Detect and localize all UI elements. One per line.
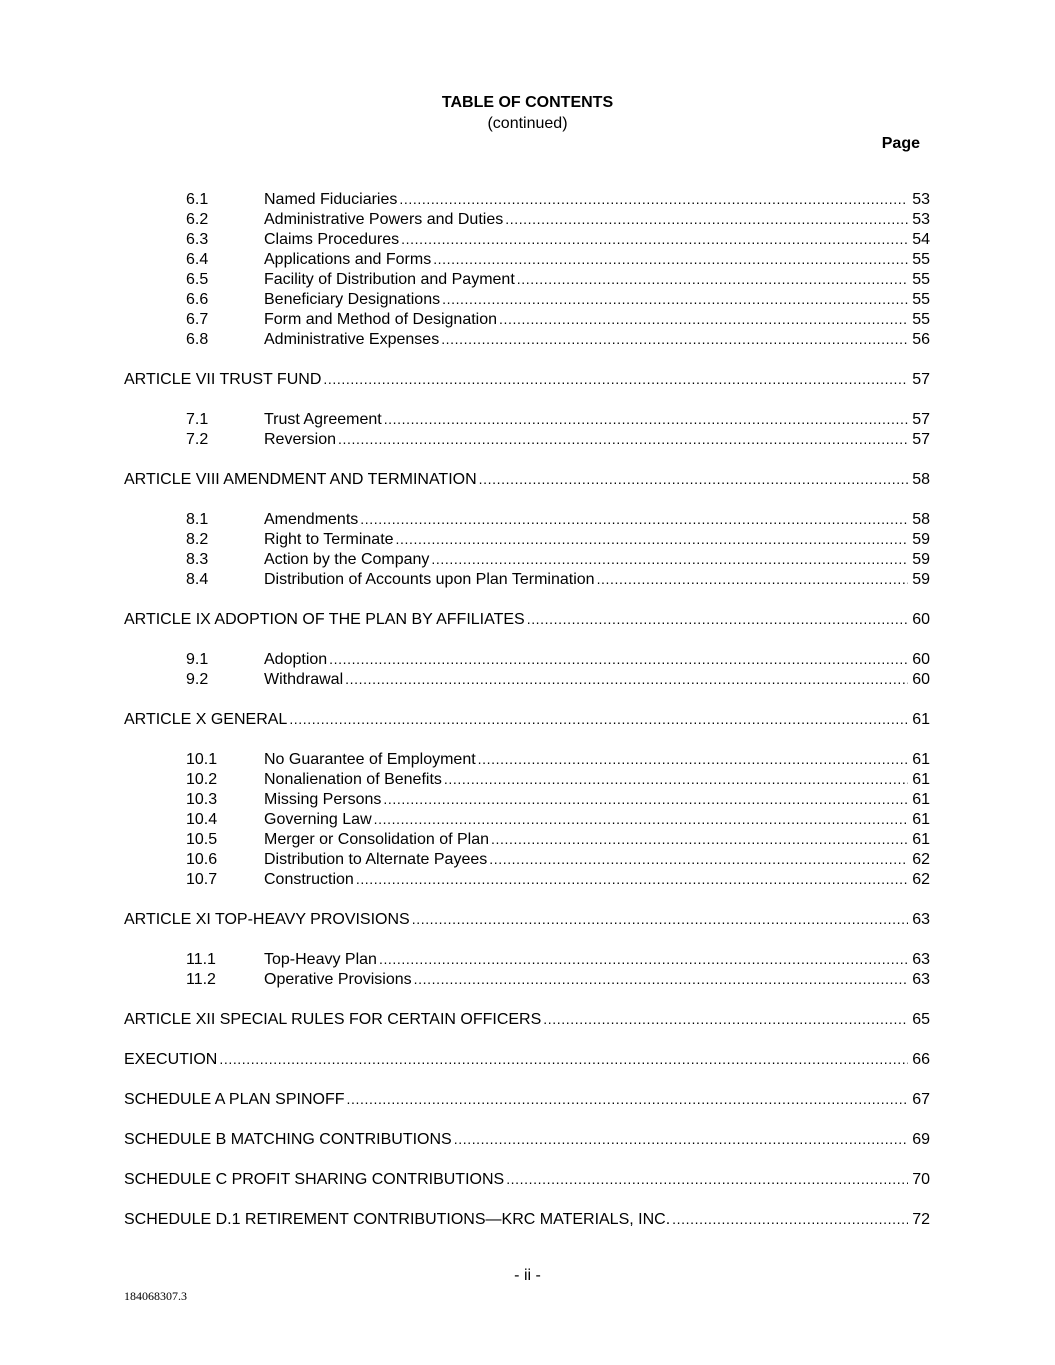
section-number: 6.5 [186, 271, 209, 288]
entry-page-number: 60 [912, 611, 930, 628]
toc-article-entry[interactable] [124, 469, 930, 489]
entry-title: Adoption [264, 651, 328, 668]
toc-heading: TABLE OF CONTENTS [441, 94, 614, 111]
entry-page-number: 53 [912, 211, 930, 228]
entry-page-number: 67 [912, 1091, 930, 1108]
dot-leader [444, 769, 908, 789]
entry-title: ARTICLE IX ADOPTION OF THE PLAN BY AFFILIATES [124, 611, 525, 628]
entry-title: EXECUTION [124, 1051, 218, 1068]
entry-page-number: 61 [912, 751, 930, 768]
toc-subheading: (continued) [487, 115, 568, 132]
toc-article-entry[interactable] [124, 1209, 930, 1229]
entry-title: ARTICLE VIII AMENDMENT AND TERMINATION [124, 471, 477, 488]
dot-leader [489, 849, 908, 869]
entry-title: Named Fiduciaries [264, 191, 398, 208]
dot-leader [505, 209, 908, 229]
toc-section-entry[interactable] [124, 569, 930, 589]
toc-section-entry[interactable] [124, 249, 930, 269]
dot-leader [356, 869, 908, 889]
toc-section-entry[interactable] [124, 869, 930, 889]
dot-leader [347, 1089, 908, 1109]
entry-title: Administrative Expenses [264, 331, 440, 348]
entry-page-number: 63 [912, 951, 930, 968]
entry-title: SCHEDULE D.1 RETIREMENT CONTRIBUTIONS—KRC MATERIALS, INC. [124, 1211, 671, 1228]
entry-title: Facility of Distribution and Payment [264, 271, 515, 288]
entry-page-number: 61 [912, 831, 930, 848]
toc-section-entry[interactable] [124, 949, 930, 969]
dot-leader [431, 549, 908, 569]
toc-section-entry[interactable] [124, 809, 930, 829]
page-number: - ii - [514, 1267, 541, 1284]
entry-page-number: 60 [912, 651, 930, 668]
dot-leader [289, 709, 908, 729]
entry-title: Reversion [264, 431, 337, 448]
section-number: 10.6 [186, 851, 218, 868]
toc-article-entry[interactable] [124, 369, 930, 389]
section-number: 7.2 [186, 431, 209, 448]
entry-page-number: 57 [912, 431, 930, 448]
entry-title: Nonalienation of Benefits [264, 771, 442, 788]
dot-leader [401, 229, 908, 249]
entry-page-number: 58 [912, 511, 930, 528]
entry-page-number: 57 [912, 411, 930, 428]
entry-title: Distribution of Accounts upon Plan Termination [264, 571, 595, 588]
entry-page-number: 72 [912, 1211, 930, 1228]
entry-title: ARTICLE VII TRUST FUND [124, 371, 322, 388]
dot-leader [414, 969, 908, 989]
entry-page-number: 59 [912, 571, 930, 588]
section-number: 11.2 [186, 971, 216, 988]
entry-title: Trust Agreement [264, 411, 382, 428]
entry-page-number: 55 [912, 251, 930, 268]
entry-page-number: 54 [912, 231, 930, 248]
entry-title: Governing Law [264, 811, 372, 828]
toc-article-entry[interactable] [124, 1009, 930, 1029]
toc-article-entry[interactable] [124, 1049, 930, 1069]
entry-title: SCHEDULE A PLAN SPINOFF [124, 1091, 345, 1108]
toc-section-entry[interactable] [124, 669, 930, 689]
entry-page-number: 63 [912, 971, 930, 988]
toc-section-entry[interactable] [124, 189, 930, 209]
entry-page-number: 55 [912, 271, 930, 288]
dot-leader [219, 1049, 908, 1069]
entry-title: Applications and Forms [264, 251, 432, 268]
section-number: 8.3 [186, 551, 209, 568]
entry-page-number: 70 [912, 1171, 930, 1188]
section-number: 6.3 [186, 231, 209, 248]
dot-leader [454, 1129, 908, 1149]
dot-leader [399, 189, 908, 209]
section-number: 6.1 [186, 191, 209, 208]
toc-list [124, 189, 930, 1249]
dot-leader [506, 1169, 908, 1189]
toc-section-entry[interactable] [124, 329, 930, 349]
entry-page-number: 60 [912, 671, 930, 688]
section-number: 7.1 [186, 411, 209, 428]
entry-title: ARTICLE XI TOP-HEAVY PROVISIONS [124, 911, 410, 928]
entry-title: Top-Heavy Plan [264, 951, 377, 968]
section-number: 11.1 [186, 951, 216, 968]
toc-article-entry[interactable] [124, 909, 930, 929]
entry-page-number: 66 [912, 1051, 930, 1068]
toc-section-entry[interactable] [124, 969, 930, 989]
dot-leader [323, 369, 908, 389]
entry-title: Form and Method of Designation [264, 311, 498, 328]
entry-title: SCHEDULE B MATCHING CONTRIBUTIONS [124, 1131, 452, 1148]
section-number: 6.7 [186, 311, 209, 328]
dot-leader [383, 789, 908, 809]
document-id: 184068307.3 [124, 1289, 187, 1303]
toc-section-entry[interactable] [124, 269, 930, 289]
entry-title: Amendments [264, 511, 359, 528]
dot-leader [412, 909, 908, 929]
dot-leader [527, 609, 908, 629]
entry-title: ARTICLE XII SPECIAL RULES FOR CERTAIN OFFICERS [124, 1011, 542, 1028]
entry-title: Administrative Powers and Duties [264, 211, 504, 228]
dot-leader [360, 509, 908, 529]
section-number: 9.2 [186, 671, 209, 688]
toc-article-entry[interactable] [124, 609, 930, 629]
dot-leader [597, 569, 908, 589]
entry-title: SCHEDULE C PROFIT SHARING CONTRIBUTIONS [124, 1171, 505, 1188]
toc-section-entry[interactable] [124, 209, 930, 229]
entry-title: Beneficiary Designations [264, 291, 441, 308]
entry-page-number: 63 [912, 911, 930, 928]
toc-section-entry[interactable] [124, 309, 930, 329]
dot-leader [329, 649, 908, 669]
dot-leader [543, 1009, 908, 1029]
toc-section-entry[interactable] [124, 789, 930, 809]
dot-leader [396, 529, 908, 549]
entry-title: Operative Provisions [264, 971, 412, 988]
dot-leader [479, 469, 908, 489]
section-number: 6.8 [186, 331, 209, 348]
section-number: 6.2 [186, 211, 209, 228]
section-number: 10.4 [186, 811, 218, 828]
section-number: 10.2 [186, 771, 218, 788]
toc-section-entry[interactable] [124, 649, 930, 669]
toc-section-entry[interactable] [124, 509, 930, 529]
toc-article-entry[interactable] [124, 1169, 930, 1189]
entry-title: Missing Persons [264, 791, 382, 808]
entry-title: Distribution to Alternate Payees [264, 851, 488, 868]
section-number: 8.1 [186, 511, 209, 528]
entry-title: Right to Terminate [264, 531, 394, 548]
entry-page-number: 55 [912, 291, 930, 308]
entry-page-number: 57 [912, 371, 930, 388]
toc-article-entry[interactable] [124, 1089, 930, 1109]
dot-leader [338, 429, 908, 449]
dot-leader [441, 329, 908, 349]
entry-title: Withdrawal [264, 671, 344, 688]
dot-leader [433, 249, 908, 269]
toc-section-entry[interactable] [124, 429, 930, 449]
entry-title: Action by the Company [264, 551, 430, 568]
dot-leader [379, 949, 908, 969]
section-number: 9.1 [186, 651, 209, 668]
dot-leader [384, 409, 908, 429]
toc-section-entry[interactable] [124, 749, 930, 769]
entry-title: Construction [264, 871, 354, 888]
section-number: 10.7 [186, 871, 218, 888]
dot-leader [478, 749, 908, 769]
entry-page-number: 58 [912, 471, 930, 488]
page-column-label: Page [881, 135, 920, 152]
toc-article-entry[interactable] [124, 709, 930, 729]
entry-page-number: 61 [912, 811, 930, 828]
dot-leader [442, 289, 908, 309]
entry-page-number: 61 [912, 771, 930, 788]
dot-leader [672, 1209, 908, 1229]
section-number: 10.1 [186, 751, 218, 768]
dot-leader [345, 669, 908, 689]
entry-page-number: 59 [912, 531, 930, 548]
section-number: 8.2 [186, 531, 209, 548]
entry-title: Claims Procedures [264, 231, 400, 248]
dot-leader [517, 269, 908, 289]
toc-section-entry[interactable] [124, 769, 930, 789]
toc-section-entry[interactable] [124, 409, 930, 429]
dot-leader [491, 829, 908, 849]
entry-page-number: 62 [912, 851, 930, 868]
entry-page-number: 56 [912, 331, 930, 348]
entry-page-number: 62 [912, 871, 930, 888]
entry-page-number: 61 [912, 791, 930, 808]
toc-article-entry[interactable] [124, 1129, 930, 1149]
entry-title: Merger or Consolidation of Plan [264, 831, 490, 848]
entry-title: No Guarantee of Employment [264, 751, 476, 768]
section-number: 10.3 [186, 791, 218, 808]
toc-section-entry[interactable] [124, 549, 930, 569]
toc-section-entry[interactable] [124, 829, 930, 849]
entry-page-number: 65 [912, 1011, 930, 1028]
entry-page-number: 59 [912, 551, 930, 568]
section-number: 6.6 [186, 291, 209, 308]
toc-section-entry[interactable] [124, 289, 930, 309]
section-number: 10.5 [186, 831, 218, 848]
section-number: 6.4 [186, 251, 209, 268]
entry-title: ARTICLE X GENERAL [124, 711, 288, 728]
entry-page-number: 53 [912, 191, 930, 208]
toc-section-entry[interactable] [124, 849, 930, 869]
entry-page-number: 55 [912, 311, 930, 328]
dot-leader [374, 809, 908, 829]
toc-section-entry[interactable] [124, 229, 930, 249]
section-number: 8.4 [186, 571, 209, 588]
entry-page-number: 61 [912, 711, 930, 728]
entry-page-number: 69 [912, 1131, 930, 1148]
toc-section-entry[interactable] [124, 529, 930, 549]
dot-leader [499, 309, 908, 329]
